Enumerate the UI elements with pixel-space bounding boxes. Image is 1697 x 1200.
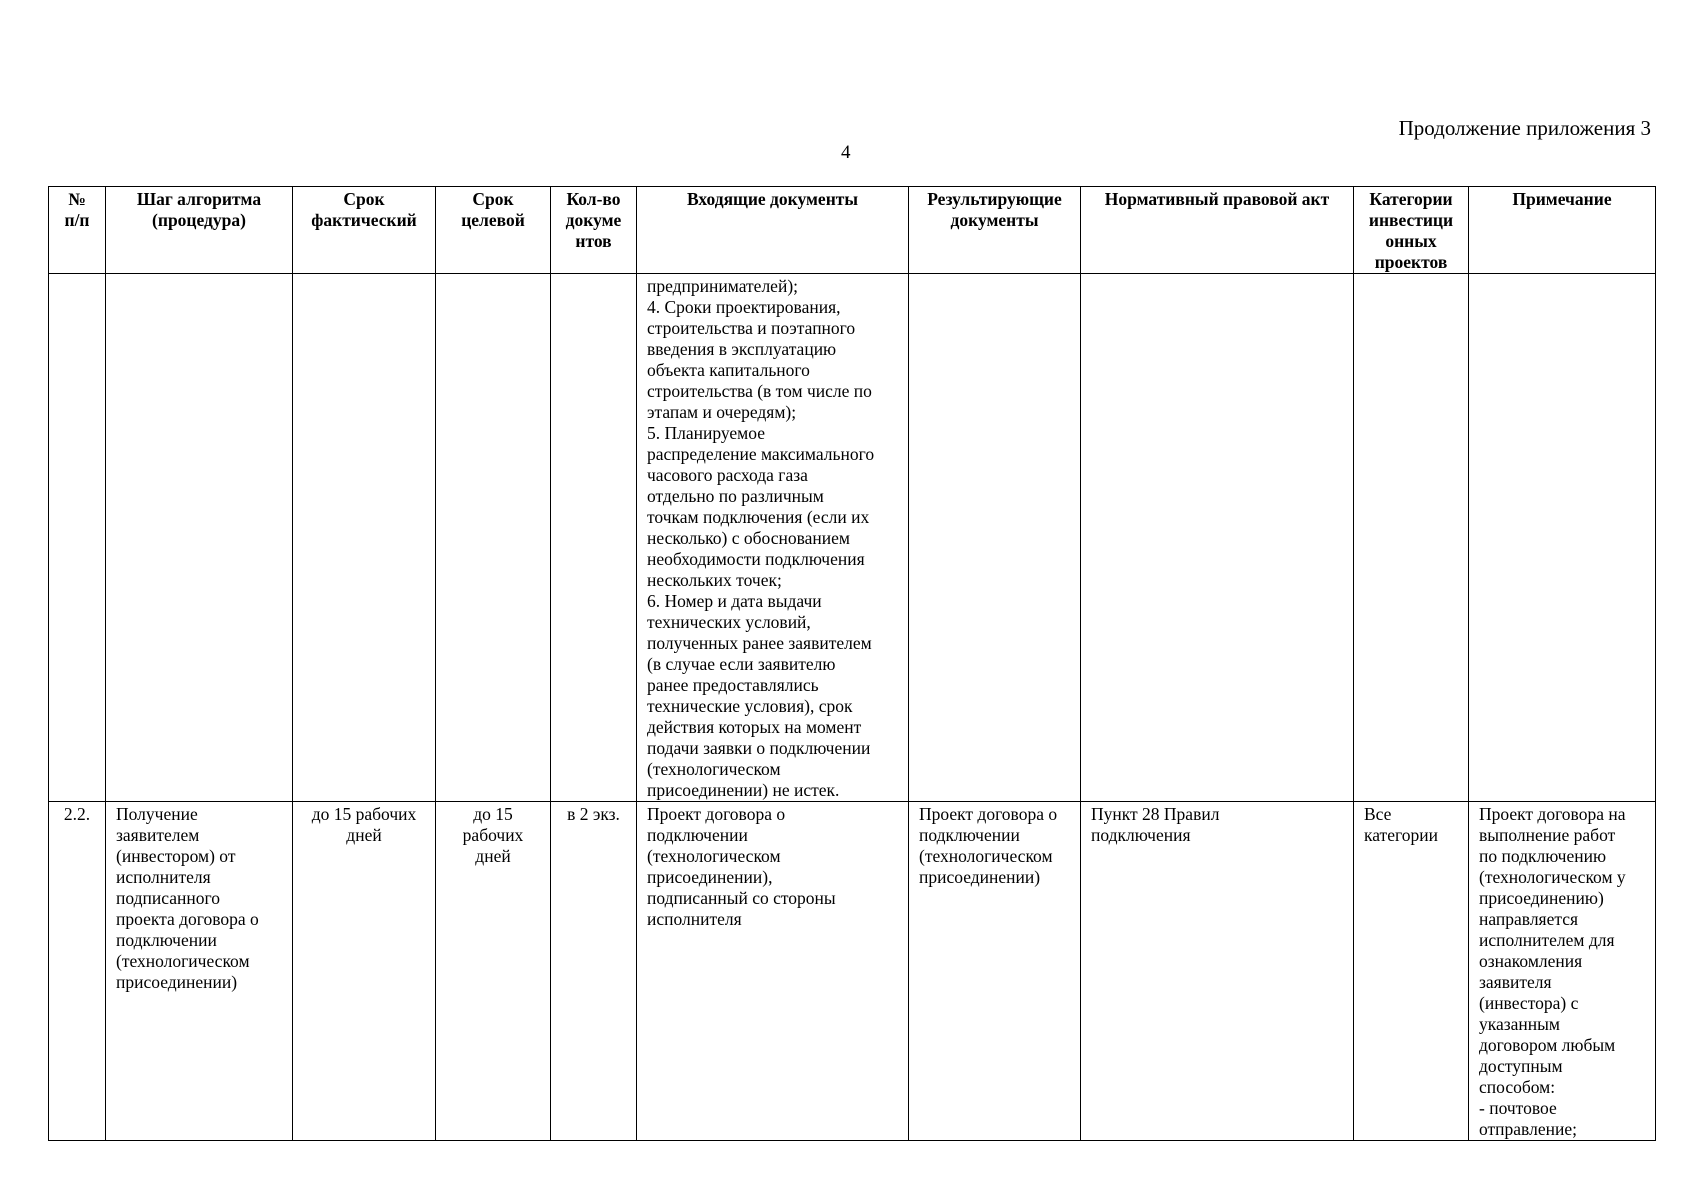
cell-step: Получение заявителем (инвестором) от исполнителя подписанного проекта договора о подключении (технологическом присоединении): [106, 802, 293, 1141]
cell-legal-act: Пункт 28 Правил подключения: [1081, 802, 1354, 1141]
table-header-row: [49, 187, 1656, 274]
page-number: 4: [841, 142, 851, 163]
col-header-term-target: Срок целевой: [436, 187, 551, 274]
table-row: [49, 802, 1656, 1141]
algorithm-table: [48, 186, 1656, 1141]
cell-note: [1469, 274, 1656, 802]
cell-incoming-docs: Проект договора о подключении (технологическом присоединении), подписанный со стороны исполнителя: [637, 802, 909, 1141]
cell-doc-count: [551, 274, 637, 802]
table-row: [49, 274, 1656, 802]
cell-categories: Все категории: [1354, 802, 1469, 1141]
col-header-doc-count: Кол-во докуме нтов: [551, 187, 637, 274]
cell-legal-act: [1081, 274, 1354, 802]
cell-result-docs: [909, 274, 1081, 802]
col-header-step: Шаг алгоритма (процедура): [106, 187, 293, 274]
cell-num: [49, 274, 106, 802]
col-header-incoming-docs: Входящие документы: [637, 187, 909, 274]
cell-result-docs: Проект договора о подключении (технологическом присоединении): [909, 802, 1081, 1141]
col-header-legal-act: Нормативный правовой акт: [1081, 187, 1354, 274]
appendix-note: Продолжение приложения 3: [1398, 116, 1651, 140]
cell-doc-count: в 2 экз.: [551, 802, 637, 1141]
cell-step: [106, 274, 293, 802]
cell-term-actual: [293, 274, 436, 802]
col-header-num: № п/п: [49, 187, 106, 274]
col-header-result-docs: Результирующие документы: [909, 187, 1081, 274]
cell-incoming-docs: предпринимателей); 4. Сроки проектирования, строительства и поэтапного введения в эксплуатацию объекта капитального строительства (в том числе по этапам и очередям); 5. Планируемое распределение максимального часового расхода газа отдельно по различным точкам подключения (если их несколько) с обоснованием необходимости подключения нескольких точек; 6. Номер и дата выдачи технических условий, полученных ранее заявителем (в случае если заявителю ранее предоставлялись технические условия), срок действия которых на момент подачи заявки о подключении (технологическом присоединении) не истек.: [637, 274, 909, 802]
cell-categories: [1354, 274, 1469, 802]
cell-term-target: [436, 274, 551, 802]
cell-note: Проект договора на выполнение работ по подключению (технологическом у присоединению) направляется исполнителем для ознакомления заявителя (инвестора) с указанным договором любым доступным способом: - почтовое отправление;: [1469, 802, 1656, 1141]
col-header-categories: Категории инвестици онных проектов: [1354, 187, 1469, 274]
col-header-term-actual: Срок фактический: [293, 187, 436, 274]
cell-term-target: до 15 рабочих дней: [436, 802, 551, 1141]
cell-term-actual: до 15 рабочих дней: [293, 802, 436, 1141]
col-header-note: Примечание: [1469, 187, 1656, 274]
cell-num: 2.2.: [49, 802, 106, 1141]
